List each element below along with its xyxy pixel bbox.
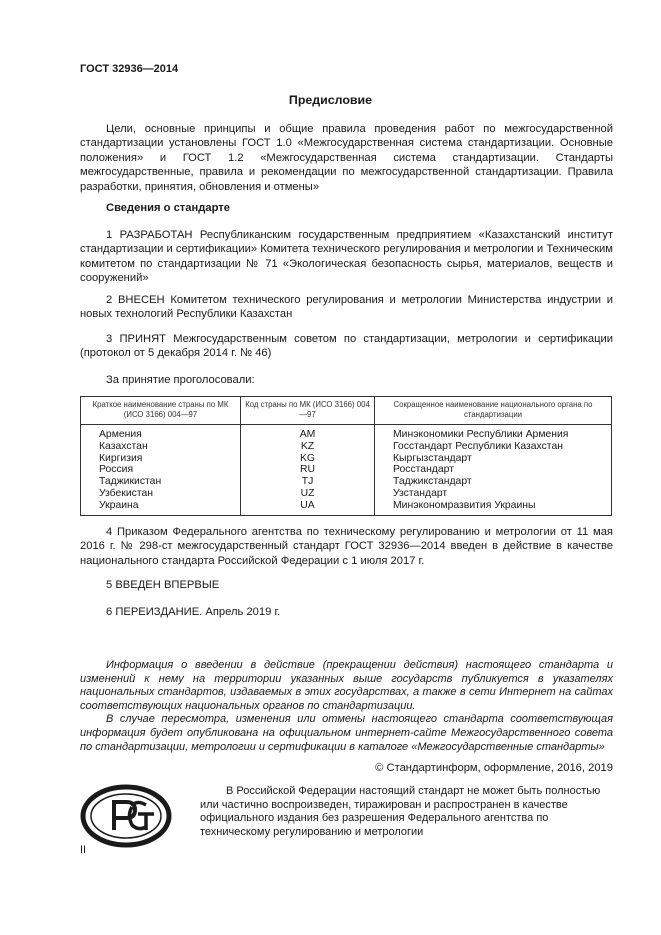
vote-table-header	[81, 397, 612, 425]
info-notice-paragraph: Информация о введении в действие (прекращении действия) настоящего стандарта и изменений к нему на территории указанных выше государств публикуется в указателях национальных стандартов, издаваемых в этих государствах, а также в сети Интернет на сайтах соответствующих национальных органов по стандартизации.	[80, 659, 613, 712]
item-order: 4 Приказом Федерального агентства по техническому регулированию и метрологии от 11 мая 2016 г. № 298-ст межгосударственный стандарт ГОСТ 32936—2014 введен в действие в качестве национального стандарта Российской Федерации с 1 июля 2017 г.	[80, 526, 613, 567]
info-heading: Сведения о стандарте	[106, 202, 230, 214]
country-cell: Украина	[81, 500, 241, 515]
header-body: Сокращенное наименование национального органа по стандартизации	[375, 397, 612, 425]
item-reissue: 6 ПЕРЕИЗДАНИЕ. Апрель 2019 г.	[106, 606, 281, 618]
item-introduced: 2 ВНЕСЕН Комитетом технического регулирования и метрологии Министерства индустрии и новых технологий Республики Казахстан	[80, 294, 613, 321]
code-cell: RU	[241, 464, 375, 476]
code-cell: TJ	[241, 476, 375, 488]
info-notice-paragraph: В случае пересмотра, изменения или отмены настоящего стандарта соответствующая информация будет опубликована на официальном интернет-сайте Межгосударственного совета по стандартизации, метрологии и сертификации в каталоге «Межгосударственные стандарты»	[80, 713, 613, 753]
code-cell: UA	[241, 500, 375, 515]
code-cell: AM	[241, 425, 375, 441]
item-adopted: 3 ПРИНЯТ Межгосударственным советом по стандартизации, метрологии и сертификации (протокол от 5 декабря 2014 г. № 46)	[80, 333, 613, 360]
body-cell: Минэкономразвития Украины	[375, 500, 612, 515]
code-cell: KZ	[241, 441, 375, 453]
table-row	[81, 425, 612, 441]
body-cell: Росстандарт	[375, 464, 612, 476]
page-number: II	[80, 844, 87, 856]
header-country: Краткое наименование страны по МК (ИСО 3166) 004—97	[81, 397, 241, 425]
body-cell: Узстандарт	[375, 488, 612, 500]
copyright-line: © Стандартинформ, оформление, 2016, 2019	[375, 762, 613, 774]
vote-caption: За принятие проголосовали:	[106, 374, 255, 386]
standard-header: ГОСТ 32936—2014	[80, 63, 179, 75]
intro-paragraph: Цели, основные принципы и общие правила проведения работ по межгосударственной стандартизации установлены ГОСТ 1.0 «Межгосударственная система стандартизации. Основные положения» и ГОСТ 1.2 «Межгосударственная система стандартизации. Стандарты межгосударственные, правила и рекомендации по межгосударственной стандартизации. Правила разработки, принятия, обновления и отмены»	[80, 123, 613, 193]
table-row	[81, 476, 612, 488]
body-cell: Госстандарт Республики Казахстан	[375, 441, 612, 453]
table-row	[81, 500, 612, 515]
country-cell: Узбекистан	[81, 488, 241, 500]
code-cell: UZ	[241, 488, 375, 500]
body-cell: Кыргызстандарт	[375, 453, 612, 465]
item-first-introduced: 5 ВВЕДЕН ВПЕРВЫЕ	[106, 579, 220, 591]
vote-table	[80, 396, 612, 516]
item-developed: 1 РАЗРАБОТАН Республиканским государственным предприятием «Казахстанский институт стандартизации и сертификации» Комитета технического регулирования и метрологии и Техническим комитетом по стандартизации № 71 «Экологическая безопасность сырья, материалов, веществ и сооружений»	[80, 229, 613, 285]
country-cell: Таджикистан	[81, 476, 241, 488]
rst-logo-icon	[80, 783, 172, 849]
country-cell: Казахстан	[81, 441, 241, 453]
code-cell: KG	[241, 453, 375, 465]
rst-logo-icon	[80, 783, 172, 849]
table-row	[81, 453, 612, 465]
page-title: Предисловие	[288, 93, 373, 107]
legal-notice: В Российской Федерации настоящий стандарт не может быть полностью или частично воспроизведен, тиражирован и распространен в качестве официального издания без разрешения Федерального агентства по техническому регулированию и метрологии	[200, 785, 601, 838]
table-row	[81, 441, 612, 453]
country-cell: Армения	[81, 425, 241, 441]
country-cell: Киргизия	[81, 453, 241, 465]
header-code: Код страны по МК (ИСО 3166) 004—97	[241, 397, 375, 425]
table-row	[81, 488, 612, 500]
table-row	[81, 464, 612, 476]
body-cell: Минэкономики Республики Армения	[375, 425, 612, 441]
body-cell: Таджикстандарт	[375, 476, 612, 488]
country-cell: Россия	[81, 464, 241, 476]
info-notice	[80, 659, 613, 754]
